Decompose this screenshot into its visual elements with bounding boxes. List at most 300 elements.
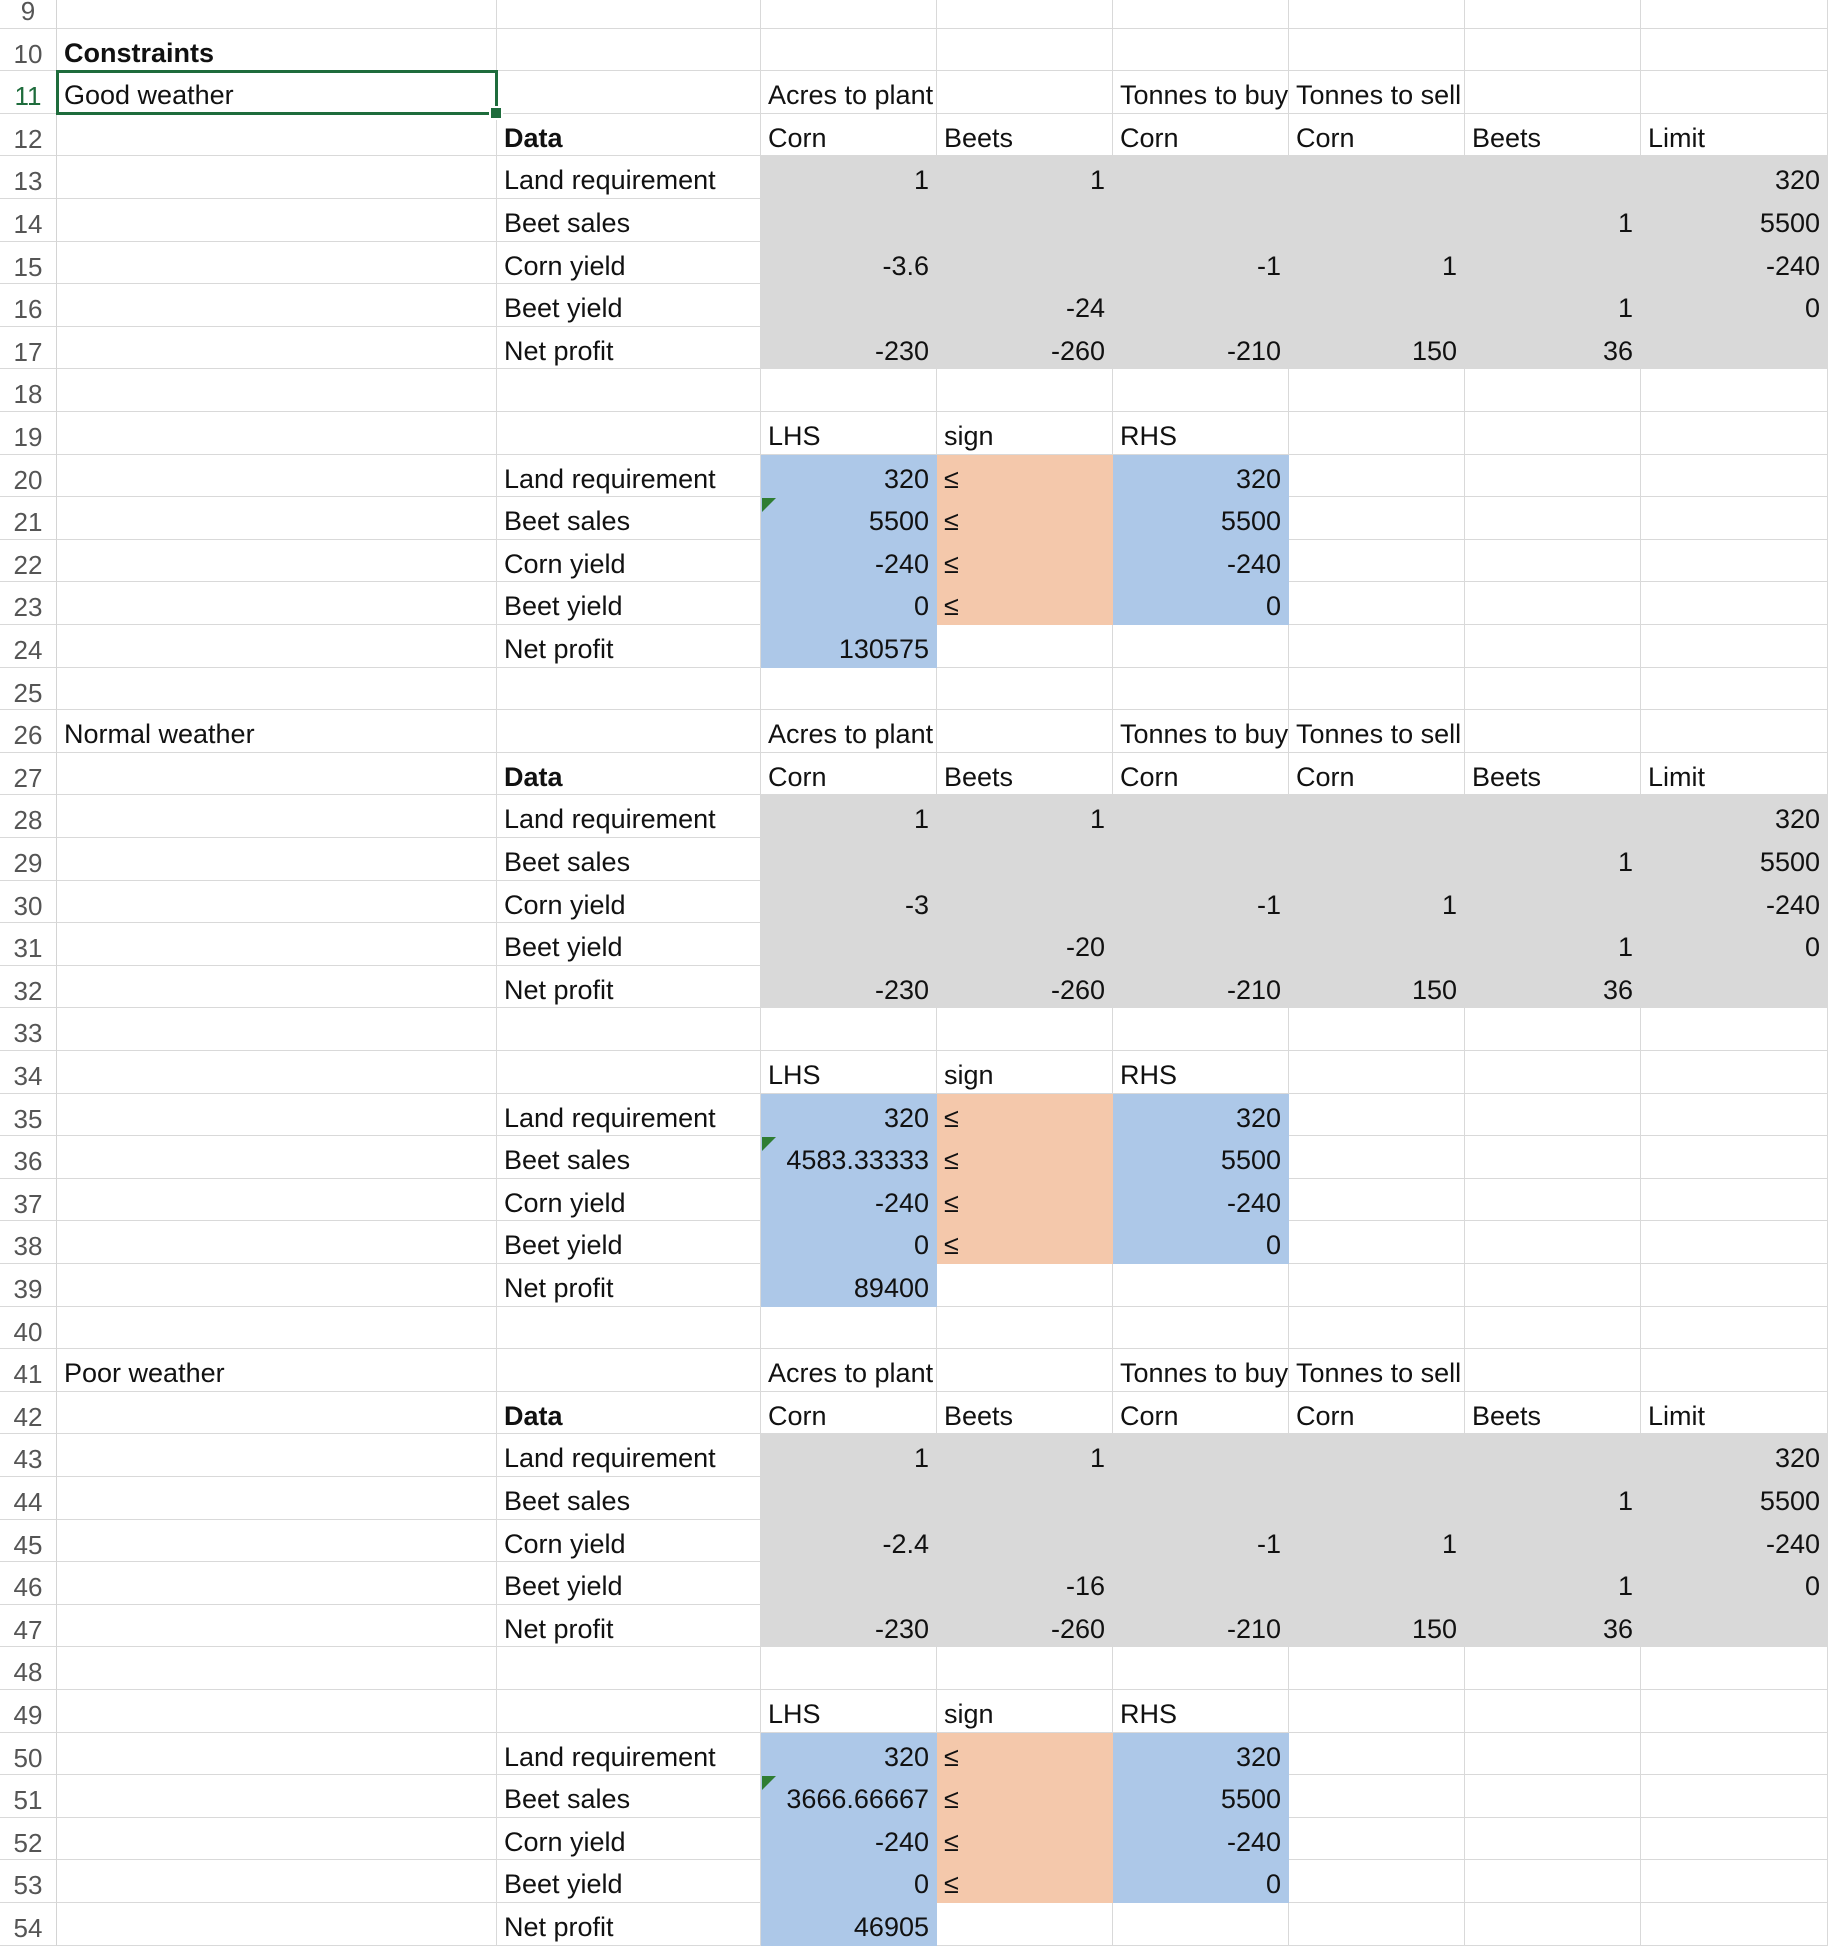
- cell-h35[interactable]: [1641, 1094, 1828, 1137]
- constraint-sign[interactable]: [937, 540, 1113, 583]
- constraint-sign[interactable]: [937, 455, 1113, 498]
- rhs-value[interactable]: [1113, 1860, 1289, 1903]
- row-header-29[interactable]: 29: [0, 838, 57, 881]
- cell-b34[interactable]: [497, 1051, 761, 1094]
- row-header-37[interactable]: 37: [0, 1179, 57, 1222]
- cell-e39[interactable]: [1113, 1264, 1289, 1307]
- column-header-g[interactable]: [1465, 753, 1641, 796]
- cell-a52[interactable]: [57, 1818, 497, 1861]
- cell-d48[interactable]: [937, 1647, 1113, 1690]
- header-sign[interactable]: [937, 412, 1113, 455]
- data-row-label[interactable]: [497, 838, 761, 881]
- cell-b19[interactable]: [497, 412, 761, 455]
- cell-h50[interactable]: [1641, 1733, 1828, 1776]
- lhs-value[interactable]: [761, 1221, 937, 1264]
- data-cell[interactable]: [1641, 1605, 1828, 1648]
- header-acres-to-plant[interactable]: [761, 71, 937, 114]
- data-cell[interactable]: [761, 199, 937, 242]
- lhs-value[interactable]: [761, 1860, 937, 1903]
- cell-h33[interactable]: [1641, 1008, 1828, 1051]
- cell-d54[interactable]: [937, 1903, 1113, 1946]
- cell-h37[interactable]: [1641, 1179, 1828, 1222]
- rhs-value[interactable]: [1113, 1818, 1289, 1861]
- cell-b26[interactable]: [497, 710, 761, 753]
- cell-h26[interactable]: [1641, 710, 1828, 753]
- cell-h10[interactable]: [1641, 29, 1828, 72]
- cell-g26[interactable]: [1465, 710, 1641, 753]
- data-row-label[interactable]: [497, 881, 761, 924]
- cell-g19[interactable]: [1465, 412, 1641, 455]
- cell-g23[interactable]: [1465, 582, 1641, 625]
- lhs-value[interactable]: [761, 497, 937, 540]
- cell-b18[interactable]: [497, 369, 761, 412]
- cell-d33[interactable]: [937, 1008, 1113, 1051]
- cell-f20[interactable]: [1289, 455, 1465, 498]
- cell-a38[interactable]: [57, 1221, 497, 1264]
- row-header-36[interactable]: 36: [0, 1136, 57, 1179]
- cell-f37[interactable]: [1289, 1179, 1465, 1222]
- data-row-label[interactable]: [497, 242, 761, 285]
- data-cell[interactable]: [1289, 1520, 1465, 1563]
- data-cell[interactable]: [937, 242, 1113, 285]
- data-cell[interactable]: [937, 1605, 1113, 1648]
- cell-c9[interactable]: [761, 0, 937, 29]
- data-cell[interactable]: [1465, 923, 1641, 966]
- cell-h9[interactable]: [1641, 0, 1828, 29]
- cell-a32[interactable]: [57, 966, 497, 1009]
- data-cell[interactable]: [1113, 284, 1289, 327]
- cell-h41[interactable]: [1641, 1349, 1828, 1392]
- data-cell[interactable]: [1289, 199, 1465, 242]
- cell-g35[interactable]: [1465, 1094, 1641, 1137]
- cell-a27[interactable]: [57, 753, 497, 796]
- rhs-value[interactable]: [1113, 1733, 1289, 1776]
- data-cell[interactable]: [1289, 838, 1465, 881]
- data-cell[interactable]: [937, 923, 1113, 966]
- header-acres-to-plant[interactable]: [761, 1349, 937, 1392]
- row-header-50[interactable]: 50: [0, 1733, 57, 1776]
- cell-f34[interactable]: [1289, 1051, 1465, 1094]
- cell-g10[interactable]: [1465, 29, 1641, 72]
- cell-f19[interactable]: [1289, 412, 1465, 455]
- cell-a39[interactable]: [57, 1264, 497, 1307]
- row-header-54[interactable]: 54: [0, 1903, 57, 1946]
- data-row-label[interactable]: [497, 1434, 761, 1477]
- row-header-44[interactable]: 44: [0, 1477, 57, 1520]
- constraint-label[interactable]: [497, 1094, 761, 1137]
- row-header-12[interactable]: 12: [0, 114, 57, 157]
- data-cell[interactable]: [1113, 966, 1289, 1009]
- row-header-35[interactable]: 35: [0, 1094, 57, 1137]
- cell-d39[interactable]: [937, 1264, 1113, 1307]
- cell-e10[interactable]: [1113, 29, 1289, 72]
- cell-a54[interactable]: [57, 1903, 497, 1946]
- rhs-value[interactable]: [1113, 1179, 1289, 1222]
- header-sign[interactable]: [937, 1051, 1113, 1094]
- rhs-value[interactable]: [1113, 1221, 1289, 1264]
- row-header-21[interactable]: 21: [0, 497, 57, 540]
- data-cell[interactable]: [1465, 156, 1641, 199]
- cell-a12[interactable]: [57, 114, 497, 157]
- row-header-38[interactable]: 38: [0, 1221, 57, 1264]
- cell-f38[interactable]: [1289, 1221, 1465, 1264]
- cell-f25[interactable]: [1289, 668, 1465, 711]
- header-acres-to-plant[interactable]: [761, 710, 937, 753]
- row-header-27[interactable]: 27: [0, 753, 57, 796]
- data-cell[interactable]: [761, 1605, 937, 1648]
- data-cell[interactable]: [1289, 881, 1465, 924]
- cell-a36[interactable]: [57, 1136, 497, 1179]
- lhs-value[interactable]: [761, 1775, 937, 1818]
- data-cell[interactable]: [1641, 966, 1828, 1009]
- column-header-data[interactable]: [497, 753, 761, 796]
- data-cell[interactable]: [1465, 838, 1641, 881]
- cell-e48[interactable]: [1113, 1647, 1289, 1690]
- cell-a29[interactable]: [57, 838, 497, 881]
- rhs-value[interactable]: [1113, 497, 1289, 540]
- header-rhs[interactable]: [1113, 1051, 1289, 1094]
- rhs-value[interactable]: [1113, 1094, 1289, 1137]
- cell-h34[interactable]: [1641, 1051, 1828, 1094]
- row-header-46[interactable]: 46: [0, 1562, 57, 1605]
- constraint-label[interactable]: [497, 455, 761, 498]
- row-header-47[interactable]: 47: [0, 1605, 57, 1648]
- data-cell[interactable]: [1113, 1605, 1289, 1648]
- data-cell[interactable]: [1641, 242, 1828, 285]
- cell-a37[interactable]: [57, 1179, 497, 1222]
- cell-b25[interactable]: [497, 668, 761, 711]
- cell-a40[interactable]: [57, 1307, 497, 1350]
- cell-c40[interactable]: [761, 1307, 937, 1350]
- column-header-h[interactable]: [1641, 1392, 1828, 1435]
- data-cell[interactable]: [1289, 1477, 1465, 1520]
- cell-g22[interactable]: [1465, 540, 1641, 583]
- cell-f52[interactable]: [1289, 1818, 1465, 1861]
- cell-a48[interactable]: [57, 1647, 497, 1690]
- constraint-label[interactable]: [497, 540, 761, 583]
- data-cell[interactable]: [761, 1562, 937, 1605]
- lhs-value[interactable]: [761, 1733, 937, 1776]
- constraint-sign[interactable]: [937, 1733, 1113, 1776]
- data-cell[interactable]: [1289, 923, 1465, 966]
- row-header-43[interactable]: 43: [0, 1434, 57, 1477]
- cell-h40[interactable]: [1641, 1307, 1828, 1350]
- header-rhs[interactable]: [1113, 412, 1289, 455]
- data-cell[interactable]: [1465, 795, 1641, 838]
- constraint-label[interactable]: [497, 1775, 761, 1818]
- data-cell[interactable]: [761, 923, 937, 966]
- cell-f54[interactable]: [1289, 1903, 1465, 1946]
- cell-f51[interactable]: [1289, 1775, 1465, 1818]
- data-cell[interactable]: [761, 1520, 937, 1563]
- data-cell[interactable]: [937, 966, 1113, 1009]
- constraint-sign[interactable]: [937, 582, 1113, 625]
- data-row-label[interactable]: [497, 1605, 761, 1648]
- cell-g53[interactable]: [1465, 1860, 1641, 1903]
- cell-a16[interactable]: [57, 284, 497, 327]
- header-lhs[interactable]: [761, 1051, 937, 1094]
- cell-b9[interactable]: [497, 0, 761, 29]
- lhs-value[interactable]: [761, 1136, 937, 1179]
- cell-a14[interactable]: [57, 199, 497, 242]
- lhs-value[interactable]: [761, 1818, 937, 1861]
- constraint-sign[interactable]: [937, 1860, 1113, 1903]
- constraint-sign[interactable]: [937, 1094, 1113, 1137]
- data-cell[interactable]: [1113, 881, 1289, 924]
- row-header-15[interactable]: 15: [0, 242, 57, 285]
- scenario-title[interactable]: [57, 71, 497, 114]
- cell-g39[interactable]: [1465, 1264, 1641, 1307]
- constraint-sign[interactable]: [937, 1221, 1113, 1264]
- cell-g20[interactable]: [1465, 455, 1641, 498]
- cell-d11[interactable]: [937, 71, 1113, 114]
- column-header-e[interactable]: [1113, 753, 1289, 796]
- cell-g33[interactable]: [1465, 1008, 1641, 1051]
- constraint-sign[interactable]: [937, 1818, 1113, 1861]
- row-header-25[interactable]: 25: [0, 668, 57, 711]
- data-cell[interactable]: [1465, 1477, 1641, 1520]
- cell-b41[interactable]: [497, 1349, 761, 1392]
- row-header-30[interactable]: 30: [0, 881, 57, 924]
- row-header-22[interactable]: 22: [0, 540, 57, 583]
- column-header-g[interactable]: [1465, 1392, 1641, 1435]
- net-profit-value[interactable]: [761, 1264, 937, 1307]
- cell-a30[interactable]: [57, 881, 497, 924]
- data-cell[interactable]: [761, 242, 937, 285]
- net-profit-label[interactable]: [497, 1903, 761, 1946]
- data-cell[interactable]: [1113, 156, 1289, 199]
- data-cell[interactable]: [1641, 795, 1828, 838]
- lhs-value[interactable]: [761, 455, 937, 498]
- row-header-42[interactable]: 42: [0, 1392, 57, 1435]
- row-header-32[interactable]: 32: [0, 966, 57, 1009]
- net-profit-label[interactable]: [497, 1264, 761, 1307]
- constraint-sign[interactable]: [937, 1136, 1113, 1179]
- data-row-label[interactable]: [497, 156, 761, 199]
- data-cell[interactable]: [1641, 881, 1828, 924]
- data-cell[interactable]: [1641, 1520, 1828, 1563]
- row-header-9[interactable]: 9: [0, 0, 57, 29]
- rhs-value[interactable]: [1113, 1136, 1289, 1179]
- data-cell[interactable]: [1289, 156, 1465, 199]
- cell-a45[interactable]: [57, 1520, 497, 1563]
- cell-a31[interactable]: [57, 923, 497, 966]
- header-tonnes-to-buy[interactable]: [1113, 710, 1289, 753]
- cell-h20[interactable]: [1641, 455, 1828, 498]
- constraint-label[interactable]: [497, 582, 761, 625]
- cell-d41[interactable]: [937, 1349, 1113, 1392]
- cell-d24[interactable]: [937, 625, 1113, 668]
- row-header-33[interactable]: 33: [0, 1008, 57, 1051]
- row-header-39[interactable]: 39: [0, 1264, 57, 1307]
- data-row-label[interactable]: [497, 1477, 761, 1520]
- cell-h51[interactable]: [1641, 1775, 1828, 1818]
- cell-d9[interactable]: [937, 0, 1113, 29]
- data-cell[interactable]: [761, 156, 937, 199]
- data-cell[interactable]: [1113, 795, 1289, 838]
- cell-c48[interactable]: [761, 1647, 937, 1690]
- data-cell[interactable]: [937, 1434, 1113, 1477]
- data-cell[interactable]: [1641, 1562, 1828, 1605]
- data-row-label[interactable]: [497, 1520, 761, 1563]
- data-cell[interactable]: [1641, 923, 1828, 966]
- column-header-d[interactable]: [937, 1392, 1113, 1435]
- cell-a23[interactable]: [57, 582, 497, 625]
- data-cell[interactable]: [937, 1520, 1113, 1563]
- column-header-h[interactable]: [1641, 753, 1828, 796]
- cell-g38[interactable]: [1465, 1221, 1641, 1264]
- cell-e25[interactable]: [1113, 668, 1289, 711]
- data-row-label[interactable]: [497, 795, 761, 838]
- cell-d40[interactable]: [937, 1307, 1113, 1350]
- data-cell[interactable]: [1113, 1520, 1289, 1563]
- column-header-c[interactable]: [761, 1392, 937, 1435]
- cell-a35[interactable]: [57, 1094, 497, 1137]
- row-header-24[interactable]: 24: [0, 625, 57, 668]
- cell-h21[interactable]: [1641, 497, 1828, 540]
- row-header-23[interactable]: 23: [0, 582, 57, 625]
- row-header-53[interactable]: 53: [0, 1860, 57, 1903]
- cell-g36[interactable]: [1465, 1136, 1641, 1179]
- data-cell[interactable]: [1113, 199, 1289, 242]
- cell-g49[interactable]: [1465, 1690, 1641, 1733]
- row-header-17[interactable]: 17: [0, 327, 57, 370]
- data-cell[interactable]: [1289, 1562, 1465, 1605]
- data-cell[interactable]: [1465, 1520, 1641, 1563]
- cell-b48[interactable]: [497, 1647, 761, 1690]
- cell-b49[interactable]: [497, 1690, 761, 1733]
- data-cell[interactable]: [937, 1477, 1113, 1520]
- row-header-48[interactable]: 48: [0, 1647, 57, 1690]
- cell-d25[interactable]: [937, 668, 1113, 711]
- cell-h18[interactable]: [1641, 369, 1828, 412]
- cell-h52[interactable]: [1641, 1818, 1828, 1861]
- cell-a15[interactable]: [57, 242, 497, 285]
- cell-h23[interactable]: [1641, 582, 1828, 625]
- constraint-label[interactable]: [497, 1221, 761, 1264]
- data-cell[interactable]: [1289, 1434, 1465, 1477]
- constraint-sign[interactable]: [937, 1775, 1113, 1818]
- data-cell[interactable]: [761, 881, 937, 924]
- cell-g24[interactable]: [1465, 625, 1641, 668]
- constraint-label[interactable]: [497, 1733, 761, 1776]
- cell-g21[interactable]: [1465, 497, 1641, 540]
- cell-b40[interactable]: [497, 1307, 761, 1350]
- data-cell[interactable]: [937, 1562, 1113, 1605]
- cell-g54[interactable]: [1465, 1903, 1641, 1946]
- cell-f49[interactable]: [1289, 1690, 1465, 1733]
- data-cell[interactable]: [1289, 242, 1465, 285]
- data-cell[interactable]: [761, 1477, 937, 1520]
- data-cell[interactable]: [1465, 1434, 1641, 1477]
- row-header-45[interactable]: 45: [0, 1520, 57, 1563]
- data-cell[interactable]: [937, 199, 1113, 242]
- cell-f39[interactable]: [1289, 1264, 1465, 1307]
- cell-g25[interactable]: [1465, 668, 1641, 711]
- cell-d10[interactable]: [937, 29, 1113, 72]
- data-cell[interactable]: [1465, 1562, 1641, 1605]
- cell-a51[interactable]: [57, 1775, 497, 1818]
- cell-g52[interactable]: [1465, 1818, 1641, 1861]
- column-header-d[interactable]: [937, 114, 1113, 157]
- cell-f33[interactable]: [1289, 1008, 1465, 1051]
- cell-g48[interactable]: [1465, 1647, 1641, 1690]
- data-cell[interactable]: [761, 966, 937, 1009]
- column-header-f[interactable]: [1289, 1392, 1465, 1435]
- constraint-label[interactable]: [497, 1136, 761, 1179]
- data-cell[interactable]: [1465, 284, 1641, 327]
- sheet-title[interactable]: [57, 29, 497, 72]
- cell-e18[interactable]: [1113, 369, 1289, 412]
- data-cell[interactable]: [761, 284, 937, 327]
- column-header-e[interactable]: [1113, 114, 1289, 157]
- cell-f35[interactable]: [1289, 1094, 1465, 1137]
- lhs-value[interactable]: [761, 540, 937, 583]
- data-cell[interactable]: [1641, 284, 1828, 327]
- row-header-51[interactable]: 51: [0, 1775, 57, 1818]
- cell-a33[interactable]: [57, 1008, 497, 1051]
- data-cell[interactable]: [1641, 327, 1828, 370]
- cell-a22[interactable]: [57, 540, 497, 583]
- data-cell[interactable]: [937, 795, 1113, 838]
- cell-f36[interactable]: [1289, 1136, 1465, 1179]
- data-cell[interactable]: [1113, 1562, 1289, 1605]
- column-header-c[interactable]: [761, 114, 937, 157]
- data-cell[interactable]: [937, 327, 1113, 370]
- cell-a20[interactable]: [57, 455, 497, 498]
- cell-a9[interactable]: [57, 0, 497, 29]
- data-cell[interactable]: [761, 838, 937, 881]
- data-row-label[interactable]: [497, 199, 761, 242]
- row-header-18[interactable]: 18: [0, 369, 57, 412]
- row-header-40[interactable]: 40: [0, 1307, 57, 1350]
- row-header-31[interactable]: 31: [0, 923, 57, 966]
- lhs-value[interactable]: [761, 1094, 937, 1137]
- data-cell[interactable]: [1113, 1477, 1289, 1520]
- column-header-data[interactable]: [497, 114, 761, 157]
- cell-f22[interactable]: [1289, 540, 1465, 583]
- row-header-13[interactable]: 13: [0, 156, 57, 199]
- data-cell[interactable]: [1113, 1434, 1289, 1477]
- cell-h11[interactable]: [1641, 71, 1828, 114]
- cell-a43[interactable]: [57, 1434, 497, 1477]
- data-cell[interactable]: [1465, 881, 1641, 924]
- cell-h36[interactable]: [1641, 1136, 1828, 1179]
- header-lhs[interactable]: [761, 1690, 937, 1733]
- net-profit-value[interactable]: [761, 1903, 937, 1946]
- cell-a18[interactable]: [57, 369, 497, 412]
- constraint-label[interactable]: [497, 1860, 761, 1903]
- cell-e24[interactable]: [1113, 625, 1289, 668]
- error-indicator-icon[interactable]: [762, 1137, 776, 1151]
- header-tonnes-to-sell[interactable]: [1289, 1349, 1465, 1392]
- cell-g51[interactable]: [1465, 1775, 1641, 1818]
- data-cell[interactable]: [1289, 284, 1465, 327]
- cell-h19[interactable]: [1641, 412, 1828, 455]
- row-header-52[interactable]: 52: [0, 1818, 57, 1861]
- data-cell[interactable]: [1641, 1477, 1828, 1520]
- lhs-value[interactable]: [761, 582, 937, 625]
- header-tonnes-to-sell[interactable]: [1289, 71, 1465, 114]
- cell-b33[interactable]: [497, 1008, 761, 1051]
- cell-b10[interactable]: [497, 29, 761, 72]
- cell-a47[interactable]: [57, 1605, 497, 1648]
- cell-f24[interactable]: [1289, 625, 1465, 668]
- data-cell[interactable]: [761, 1434, 937, 1477]
- data-row-label[interactable]: [497, 966, 761, 1009]
- cell-a44[interactable]: [57, 1477, 497, 1520]
- data-cell[interactable]: [1113, 242, 1289, 285]
